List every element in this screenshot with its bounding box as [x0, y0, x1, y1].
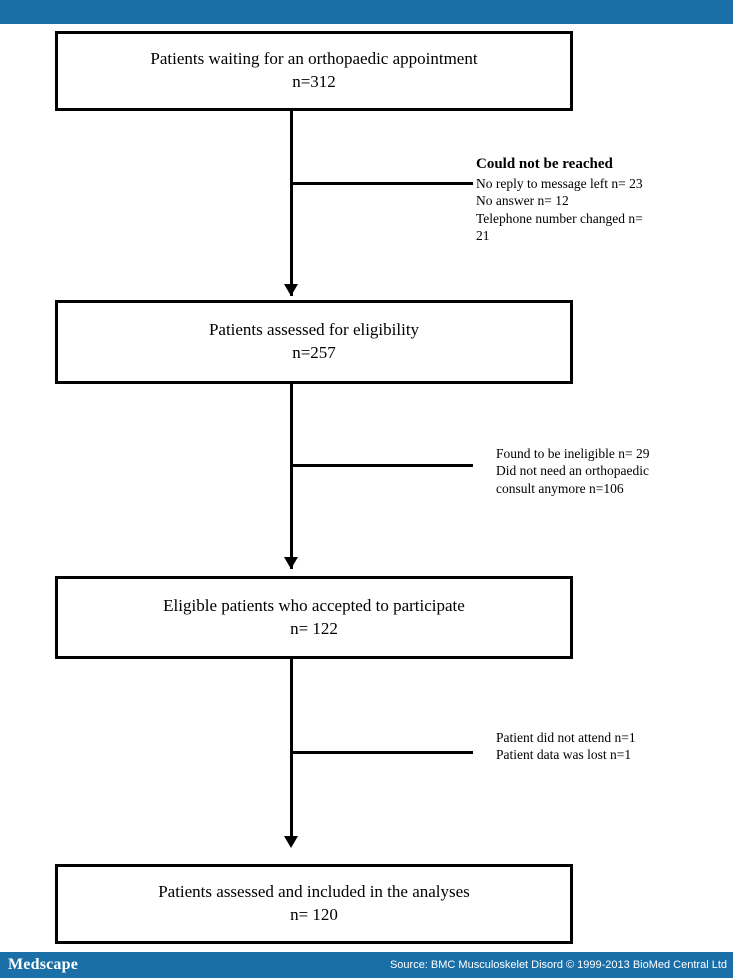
flow-node-2-line1: Patients assessed for eligibility	[208, 320, 420, 340]
branch-line-3	[293, 751, 473, 754]
flow-node-2-line2: n=257	[292, 343, 336, 362]
flow-node-4-line2: n= 120	[290, 905, 338, 924]
exclusion-box-3	[496, 729, 696, 764]
top-banner-bar	[0, 0, 733, 24]
connector-1-2	[290, 111, 293, 296]
exclusion-1-header: Could not be reached	[476, 156, 613, 172]
exclusion-3-line-1: Patient did not attend n=1	[496, 730, 636, 745]
connector-2-3	[290, 384, 293, 569]
flowchart-canvas	[0, 24, 733, 952]
flow-node-1	[55, 31, 573, 111]
branch-line-2	[293, 464, 473, 467]
exclusion-1-line-3: Telephone number changed n=	[476, 210, 643, 226]
exclusion-1-line-4: 21	[476, 227, 490, 243]
footer-bar	[0, 952, 733, 978]
arrowhead-2-3	[284, 557, 298, 569]
exclusion-3-line-2: Patient data was lost n=1	[496, 747, 632, 763]
flow-node-4-line1: Patients assessed and included in the analyses	[158, 882, 470, 902]
arrowhead-1-2	[284, 284, 298, 296]
exclusion-2-line-1: Found to be ineligible n= 29	[496, 446, 650, 461]
medscape-logo: Medscape	[8, 956, 79, 973]
flow-node-2	[55, 300, 573, 384]
exclusion-2-line-2: Did not need an orthopaedic	[496, 463, 649, 479]
flow-node-1-line2: n=312	[292, 72, 336, 91]
branch-line-1	[293, 182, 473, 185]
exclusion-2-line-3: consult anymore n=106	[496, 480, 624, 496]
arrowhead-3-4	[284, 836, 298, 848]
connector-3-4	[290, 659, 293, 839]
flow-node-1-line1: Patients waiting for an orthopaedic appointment	[150, 49, 478, 69]
exclusion-1-line-2: No answer n= 12	[476, 193, 569, 209]
exclusion-box-1	[476, 155, 686, 244]
flow-node-3-line2: n= 122	[290, 618, 338, 638]
flow-node-3-line1: Eligible patients who accepted to participate	[163, 595, 465, 615]
exclusion-box-2	[496, 445, 696, 497]
flow-node-3	[55, 576, 573, 659]
flow-node-4	[55, 864, 573, 944]
source-attribution: Source: BMC Musculoskelet Disord © 1999-2013 BioMed Central Ltd	[389, 959, 727, 971]
exclusion-1-line-1: No reply to message left n= 23	[476, 176, 643, 192]
